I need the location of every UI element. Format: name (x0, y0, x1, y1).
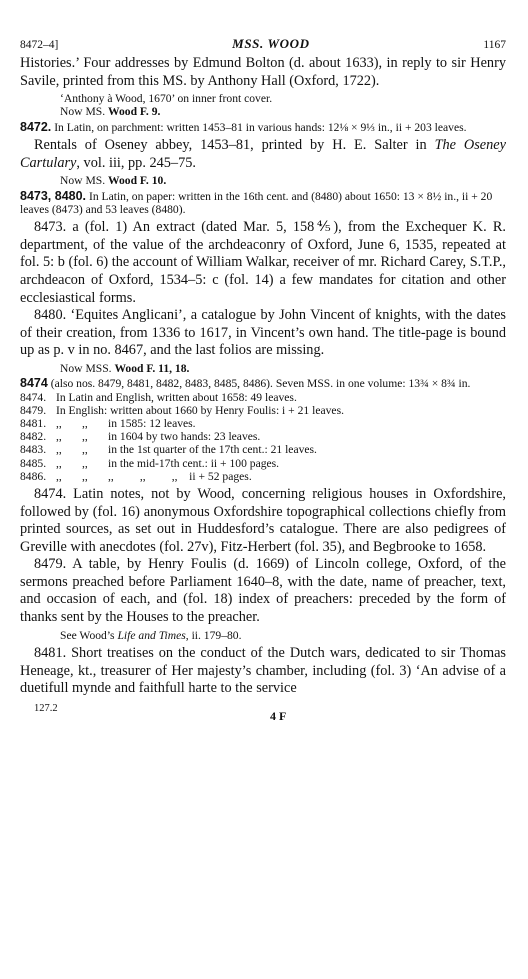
entry-8474 (20, 377, 506, 390)
note-inner-cover: ‘Anthony à Wood, 1670’ on inner front cover. (60, 92, 273, 106)
ditto-mark: ,, (82, 469, 88, 483)
list-item-number: 8482. (20, 430, 47, 444)
shelfmark-prefix: Now MS. (60, 174, 106, 188)
note-shelfmark-f11-18 (20, 362, 506, 375)
entry-number: 8474 (20, 376, 48, 391)
paragraph-bolton: Histories.’ Four addresses by Edmund Bolton (d. about 1633), in reply to sir Henry Savile, printed from this MS. by Anthony Hall (Oxford, 1722). (20, 55, 506, 89)
entry-8472 (20, 121, 506, 134)
shelfmark-prefix: Now MSS. (60, 361, 112, 375)
list-item-text: ,, ,, ,, ii + 52 pages. (108, 469, 252, 483)
paragraph-8481: 8481. Short treatises on the conduct of the Dutch wars, dedicated to sir Thomas Heneage, kt., treasurer of Her majesty’s chamber, including (fol. 3) ‘An advise of a duetifull mynde and faithfull harte to the service (20, 644, 506, 697)
shelfmark: Wood F. 10. (108, 174, 167, 188)
manuscript-list (20, 391, 506, 483)
note-shelfmark-f9 (20, 105, 506, 118)
list-item-text: in the 1st quarter of the 17th cent.: 21 leaves. (108, 443, 317, 457)
shelfmark-prefix: Now MS. (60, 105, 106, 119)
entry-number: 8472. (20, 119, 52, 134)
ditto-mark: ,, (82, 456, 88, 470)
list-item (20, 470, 506, 483)
list-item (20, 430, 506, 443)
ditto-mark: ,, (82, 416, 88, 430)
list-item-text: in the mid-17th cent.: ii + 100 pages. (108, 456, 280, 470)
entry-number: 8473, 8480. (20, 188, 87, 203)
paragraph-8479: 8479. A table, by Henry Foulis (d. 1669) of Lincoln college, Oxford, of the sermons preached before Parliament 1640–8, with the date, name of preacher, text, and occasion of each, and (fol. 18) index of preachers: preceded by the form of thanks sent by the Houses to the preacher. (20, 556, 506, 626)
book-title: The Oseney Cartulary (20, 137, 506, 171)
header-range: 8472–4] (20, 39, 59, 51)
list-item-number: 8474. (20, 390, 47, 404)
shelfmark: Wood F. 9. (108, 105, 161, 119)
ditto-mark: ,, (56, 469, 62, 483)
list-item (20, 417, 506, 430)
entry-description: In Latin, on paper: written in the 16th cent. and (8480) about 1650: 13 × 8½ in., ii + 20 leaves (8473) and 53 leaves (8480). (20, 189, 493, 216)
list-item-number: 8483. (20, 443, 47, 457)
header-page-number: 1167 (483, 39, 506, 51)
note-shelfmark-f10 (20, 174, 506, 187)
text: Rentals of Oseney abbey, 1453–81, printed by H. E. Salter in (34, 137, 435, 154)
list-item-number: 8481. (20, 416, 47, 430)
list-item-text: in 1585: 12 leaves. (108, 416, 196, 430)
ditto-mark: ,, (56, 456, 62, 470)
list-item-number: 8479. (20, 403, 47, 417)
header-title: MSS. WOOD (232, 36, 310, 51)
signature-number: 127.2 (34, 702, 58, 714)
page-footer (20, 703, 506, 723)
list-item-text: In English: written about 1660 by Henry Foulis: i + 21 leaves. (56, 403, 344, 417)
list-item (20, 443, 506, 456)
entry-description: (also nos. 8479, 8481, 8482, 8483, 8485, 8486). Seven MSS. in one volume: 13¾ × 8¾ in. (50, 377, 471, 391)
paragraph-8480: 8480. ‘Equites Anglicani’, a catalogue by John Vincent of knights, with the dates of their creation, from 1336 to 1617, in Vincent’s own hand. The title-page is bound up as p. v in no. 8467, and the last folios are missing. (20, 307, 506, 359)
running-header (20, 36, 506, 52)
list-item-text: In Latin and English, written about 1658: 49 leaves. (56, 390, 297, 404)
text: , ii. 179–80. (185, 628, 242, 642)
list-item (20, 391, 506, 404)
list-item-text: in 1604 by two hands: 23 leaves. (108, 430, 261, 444)
note-wood-life (20, 629, 506, 642)
text: See Wood’s (60, 628, 118, 642)
ditto-mark: ,, (82, 430, 88, 444)
paragraph-oseney (20, 137, 506, 172)
gathering-mark: 4 F (270, 708, 287, 723)
paragraph-8473: 8473. a (fol. 1) An extract (dated Mar. 5, 158⅘), from the Exchequer K. R. department, of the value of the archdeaconry of Oxford, June 6, 1535, repeated at fol. 5: b (fol. 6) the account of William Walkar, receiver of mr. Richard Carey, S.T.P., archdeacon of Oxford, 1534–5: c (fol. 14) a few mandates for citation and other ecclesiastical forms. (20, 219, 506, 306)
ditto-mark: ,, (56, 443, 62, 457)
paragraph-8474: 8474. Latin notes, not by Wood, concerning religious houses in Oxfordshire, followed by (fol. 16) anonymous Oxfordshire topographical collections chiefly from printed sources, as set out in Huddesford’s catalogue. There are also pedigrees of Greville with anecdotes (fol. 27v), Fitz-Herbert (fol. 35), and Begbrooke to 1658. (20, 485, 506, 555)
list-item-number: 8486. (20, 469, 47, 483)
list-item (20, 457, 506, 470)
ditto-mark: ,, (82, 443, 88, 457)
entry-description: In Latin, on parchment: written 1453–81 in various hands: 12⅛ × 9⅓ in., ii + 203 leaves. (54, 120, 467, 134)
text: , vol. iii, pp. 245–75. (76, 154, 196, 171)
shelfmark: Wood F. 11, 18. (114, 361, 190, 375)
entry-8473-8480 (20, 190, 506, 217)
list-item (20, 404, 506, 417)
book-title: Life and Times (117, 628, 186, 642)
list-item-number: 8485. (20, 456, 47, 470)
ditto-mark: ,, (56, 416, 62, 430)
ditto-mark: ,, (56, 430, 62, 444)
